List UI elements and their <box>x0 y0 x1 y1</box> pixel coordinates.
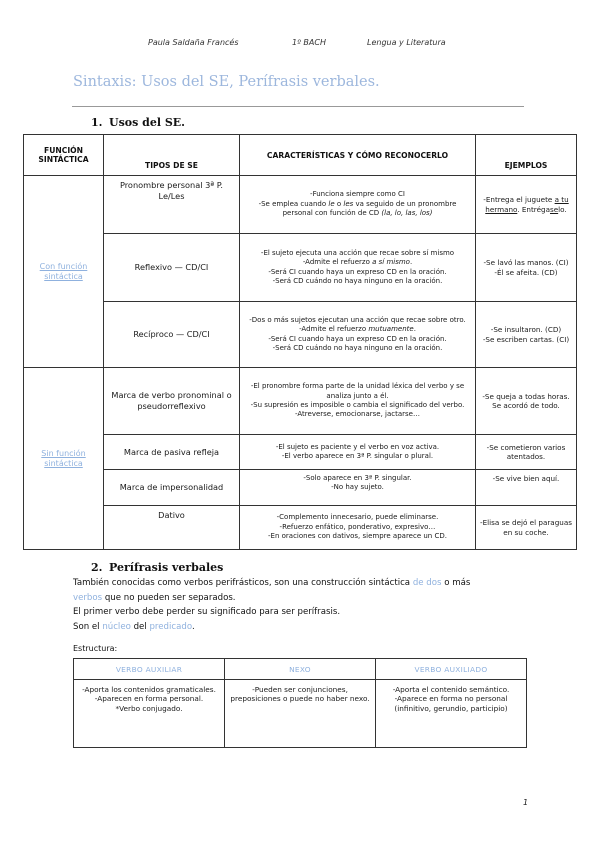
auxiliado-cell: -Aporta el contenido semántico. -Aparece en forma no personal (infinitivo, gerundio, participio) <box>376 680 527 748</box>
tipo-cell: Dativo <box>104 506 240 550</box>
title-divider <box>72 106 524 107</box>
caracteristicas-cell: -El sujeto ejecuta una acción que recae sobre sí mismo -Admite el refuerzo a sí mismo. -Será CI cuando haya un expreso CD en la oración. -Será CD cuándo no haya ninguno en la oración. <box>240 234 476 302</box>
group-sin-funcion: Sin función sintáctica <box>24 368 104 550</box>
tipo-cell: Recíproco — CD/CI <box>104 302 240 368</box>
page-title: Sintaxis: Usos del SE, Perífrasis verbales. <box>73 74 380 90</box>
auxiliar-cell: -Aporta los contenidos gramaticales. -Aparecen en forma personal. *Verbo conjugado. <box>74 680 225 748</box>
tipo-cell: Marca de impersonalidad <box>104 470 240 506</box>
table-row <box>24 506 577 550</box>
section-2-heading: 2. Perífrasis verbales <box>91 561 224 574</box>
table-row <box>24 368 577 435</box>
caracteristicas-cell: -Funciona siempre como CI -Se emplea cuando le o les va seguido de un pronombre personal con función de CD (la, lo, las, los) <box>240 176 476 234</box>
se-uses-table <box>23 134 577 550</box>
ejemplos-cell: -Se lavó las manos. (CI) -Él se afeita. (CD) <box>476 234 577 302</box>
table-header-row <box>24 135 577 176</box>
caracteristicas-cell: -El pronombre forma parte de la unidad léxica del verbo y se analiza junto a él. -Su supresión es imposible o cambia el significado del verbo. -Atreverse, emocionarse, jactarse… <box>240 368 476 435</box>
paragraph-line: También conocidas como verbos perifrásticos, son una construcción sintáctica de dos o más <box>73 578 471 588</box>
page-number: 1 <box>523 798 529 807</box>
col-header-tipos: TIPOS DE SE <box>104 135 240 176</box>
col-header-caracteristicas: CARACTERÍSTICAS Y CÓMO RECONOCERLO <box>240 135 476 176</box>
col-header-verbo-auxiliado: VERBO AUXILIADO <box>376 659 527 680</box>
ejemplos-cell: -Se insultaron. (CD) -Se escriben cartas. (CI) <box>476 302 577 368</box>
table-row <box>24 302 577 368</box>
paragraph-line: El primer verbo debe perder su significado para ser perífrasis. <box>73 607 341 617</box>
paragraph-line: verbos que no pueden ser separados. <box>73 593 236 603</box>
tipo-cell: Reflexivo — CD/CI <box>104 234 240 302</box>
table-row <box>24 176 577 234</box>
table-row <box>24 234 577 302</box>
caracteristicas-cell: -Complemento innecesario, puede eliminarse. -Refuerzo enfático, ponderativo, expresivo… -En oraciones con dativos, siempre aparece un CD. <box>240 506 476 550</box>
caracteristicas-cell: -Dos o más sujetos ejecutan una acción que recae sobre otro. -Admite el refuerzo mutuamente. -Será CI cuando haya un expreso CD en la oración. -Será CD cuándo no haya ninguno en la oración. <box>240 302 476 368</box>
ejemplos-cell: -Se queja a todas horas. Se acordó de todo. <box>476 368 577 435</box>
col-header-verbo-auxiliar: VERBO AUXILIAR <box>74 659 225 680</box>
table-row <box>74 680 527 748</box>
col-header-funcion: FUNCIÓN SINTÁCTICA <box>24 135 104 176</box>
table-row <box>24 435 577 470</box>
header-course: 1º BACH <box>292 38 326 47</box>
paragraph-line: Son el núcleo del predicado. <box>73 622 195 632</box>
table-header-row <box>74 659 527 680</box>
ejemplos-cell: -Elisa se dejó el paraguas en su coche. <box>476 506 577 550</box>
caracteristicas-cell: -El sujeto es paciente y el verbo en voz activa. -El verbo aparece en 3ª P. singular o plural. <box>240 435 476 470</box>
header-author: Paula Saldaña Francés <box>148 38 239 47</box>
header-subject: Lengua y Literatura <box>367 38 446 47</box>
table-row <box>24 470 577 506</box>
tipo-cell: Pronombre personal 3ª P. Le/Les <box>104 176 240 234</box>
nexo-cell: -Pueden ser conjunciones, preposiciones o puede no haber nexo. <box>225 680 376 748</box>
group-con-funcion: Con función sintáctica <box>24 176 104 368</box>
caracteristicas-cell: -Solo aparece en 3ª P. singular. -No hay sujeto. <box>240 470 476 506</box>
col-header-nexo: NEXO <box>225 659 376 680</box>
col-header-ejemplos: EJEMPLOS <box>476 135 577 176</box>
ejemplos-cell: -Se cometieron varios atentados. <box>476 435 577 470</box>
section-1-heading: 1. Usos del SE. <box>91 116 186 129</box>
ejemplos-cell: -Se vive bien aquí. <box>476 470 577 506</box>
tipo-cell: Marca de pasiva refleja <box>104 435 240 470</box>
perifrasis-structure-table <box>73 658 527 748</box>
estructura-label: Estructura: <box>73 644 118 653</box>
tipo-cell: Marca de verbo pronominal o pseudorreflexivo <box>104 368 240 435</box>
ejemplos-cell: -Entrega el juguete a tu hermano. Entrégaselo. <box>476 176 577 234</box>
